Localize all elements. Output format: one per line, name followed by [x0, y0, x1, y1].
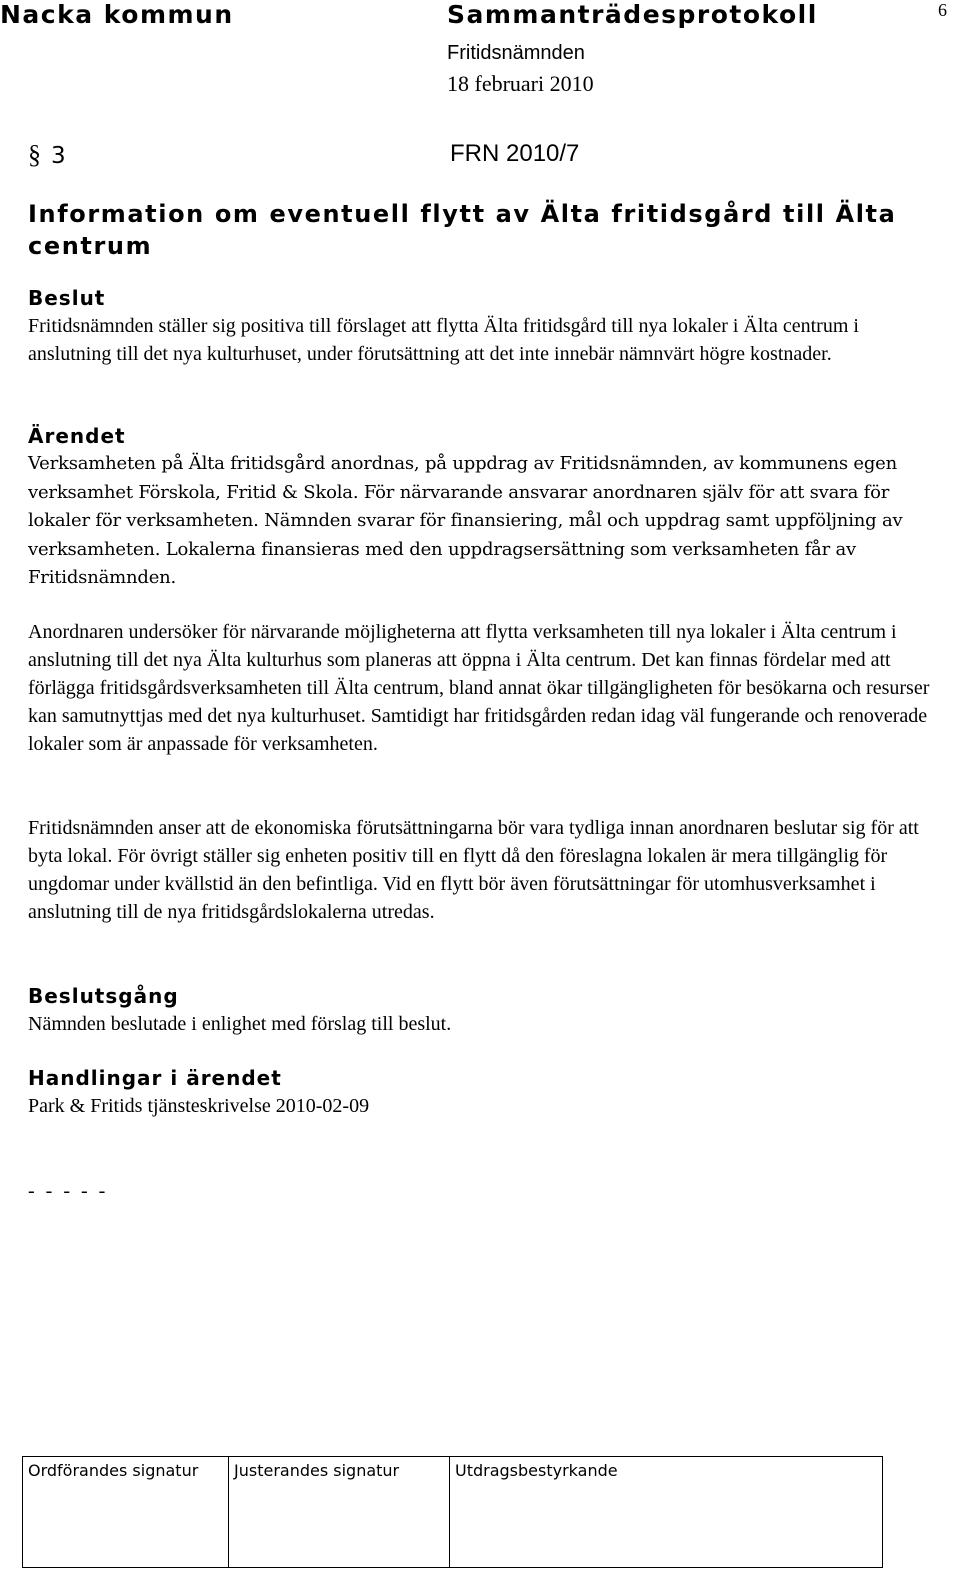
- paragraph-number-value: 3: [51, 143, 66, 169]
- municipality-name: Nacka kommun: [0, 0, 234, 29]
- arendet-paragraph-1: Verksamheten på Älta fritidsgård anordnas, på uppdrag av Fritidsnämnden, av kommunens egen verksamhet Förskola, Fritid & Skola. För närvarande ansvarar anordnaren själv för att svara för lokaler för verksamheten. Nämnden svarar för finansiering, mål och uppdrag samt uppföljning av verksamheten. Lokalerna finansieras med den uppdragsersättning som verksamheten får av Fritidsnämnden.: [28, 453, 903, 588]
- case-number: FRN 2010/7: [450, 140, 580, 167]
- end-mark: - - - - -: [28, 1180, 109, 1202]
- arendet-paragraph-3: Fritidsnämnden anser att de ekonomiska förutsättningarna bör vara tydliga innan anordnaren beslutar sig för att byta lokal. För övrigt ställer sig enheten positiv till en flytt då den föreslagna lokalen är mera tillgänglig för ungdomar under kvällstid än den befintliga. Vid en flytt bör även förutsättningar för utomhusverksamhet i anslutning till de nya fritidsgårdslokalerna utredas.: [28, 817, 919, 923]
- beslutsgang-heading: Beslutsgång: [28, 984, 179, 1008]
- handlingar-heading: Handlingar i ärendet: [28, 1066, 282, 1090]
- signature-adjuster: Justerandes signatur: [229, 1457, 450, 1568]
- paragraph-number: [28, 140, 66, 170]
- signature-chair: Ordförandes signatur: [23, 1457, 229, 1568]
- page-number: 6: [938, 0, 947, 20]
- beslut-text: Fritidsnämnden ställer sig positiva till förslaget att flytta Älta fritidsgård till nya lokaler i Älta centrum i anslutning till det nya kulturhuset, under förutsättning att det inte innebär nämnvärt högre kostnader.: [28, 315, 859, 365]
- handlingar-text: Park & Fritids tjänsteskrivelse 2010-02-09: [28, 1095, 370, 1117]
- signature-table: [22, 1456, 883, 1568]
- page-title: Information om eventuell flytt av Älta fritidsgård till Älta centrum: [28, 200, 897, 260]
- signature-extract: Utdragsbestyrkande: [450, 1457, 883, 1568]
- meeting-date: 18 februari 2010: [447, 71, 594, 96]
- arendet-paragraph-2: Anordnaren undersöker för närvarande möjligheterna att flytta verksamheten till nya lokaler i Älta centrum i anslutning till det nya Älta kulturhus som planeras att öppna i Älta centrum. Det kan finnas fördelar med att förlägga fritidsgårdsverksamheten till Älta centrum, bland annat ökar tillgängligheten för besökarna och resurser kan samutnyttjas med det nya kulturhuset. Samtidigt har fritidsgården redan idag väl fungerande och renoverade lokaler som är anpassade för verksamheten.: [28, 621, 930, 755]
- beslutsgang-text: Nämnden beslutade i enlighet med förslag till beslut.: [28, 1013, 452, 1035]
- section-sign: §: [28, 140, 41, 169]
- committee-name: Fritidsnämnden: [447, 42, 585, 64]
- arendet-heading: Ärendet: [28, 424, 126, 448]
- document-type: Sammanträdesprotokoll: [447, 0, 818, 29]
- beslut-heading: Beslut: [28, 286, 106, 310]
